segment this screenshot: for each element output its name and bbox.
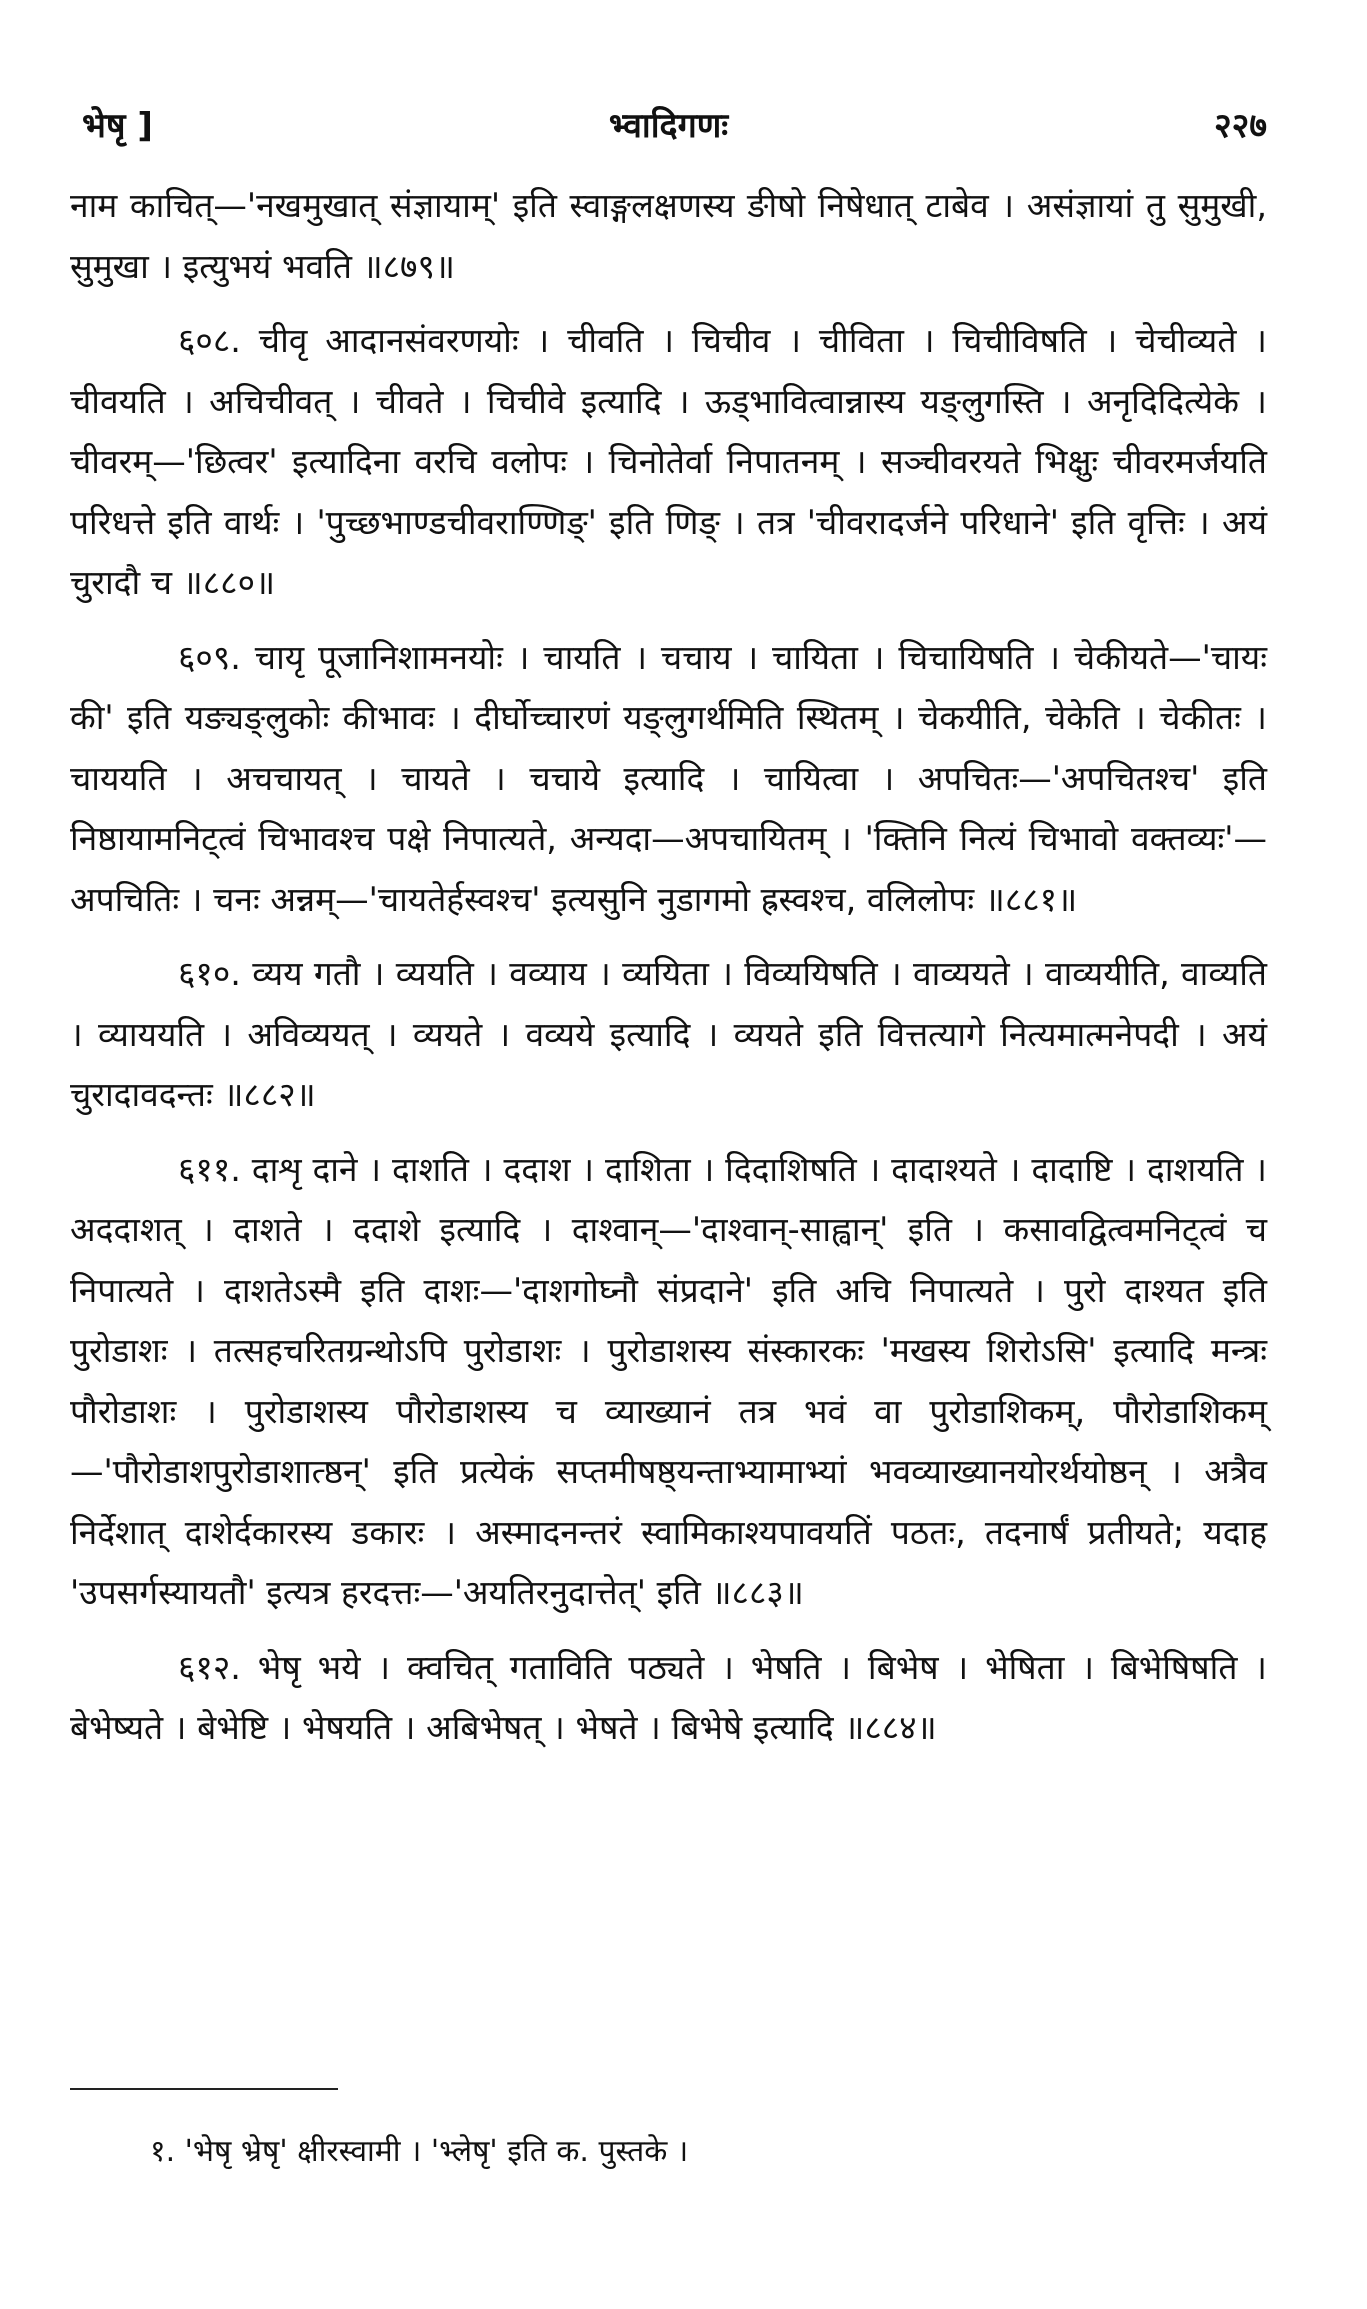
paragraph-612-bheshri: ६१२. भेषृ भये । क्वचित् गताविति पठ्यते । भेषति । बिभेष । भेषिता । बिभेषिषति । बेभेष्यते । बेभेष्टि । भेषयति । अबिभेषत् । भेषते । बिभेषे इत्यादि ॥८८४॥	[70, 1647, 1267, 1747]
running-head	[70, 96, 1267, 156]
paragraph-608-chivri: ६०८. चीवृ आदानसंवरणयोः । चीवति । चिचीव । चीविता । चिचीविषति । चेचीव्यते । चीवयति । अचिचीवत् । चीवते । चिचीवे इत्यादि । ऊड्भावित्वान्नास्य यङ्लुगस्ति । अनृदिदित्येके । चीवरम्—'छित्वर' इत्यादिना वरचि वलोपः । चिनोतेर्वा निपातनम् । सञ्चीवरयते भिक्षुः चीवरमर्जयति परिधत्ते इति वार्थः । 'पुच्छभाण्डचीवराण्णिङ्' इति णिङ् । तत्र 'चीवरादर्जने परिधाने' इति वृत्तिः । अयं चुरादौ च ॥८८०॥	[70, 321, 1267, 602]
paragraph-879-continuation: नाम काचित्—'नखमुखात् संज्ञायाम्' इति स्वाङ्गलक्षणस्य ङीषो निषेधात् टाबेव । असंज्ञायां तु सुमुखी, सुमुखा । इत्युभयं भवति ॥८७९॥	[70, 186, 1267, 286]
root-range-label: भेषृ ]	[82, 106, 153, 146]
paragraph-609-chayri: ६०९. चायृ पूजानिशामनयोः । चायति । चचाय । चायिता । चिचायिषति । चेकीयते—'चायः की' इति यङ्यङ्लुकोः कीभावः । दीर्घोच्चारणं यङ्लुगर्थमिति स्थितम् । चेकयीति, चेकेति । चेकीतः । चाययति । अचचायत् । चायते । चचाये इत्यादि । चायित्वा । अपचितः—'अपचितश्च' इति निष्ठायामनिट्त्वं चिभावश्च पक्षे निपात्यते, अन्यदा—अपचायितम् । 'क्तिनि नित्यं चिभावो वक्तव्यः'—अपचितिः । चनः अन्नम्—'चायतेर्हस्वश्च' इत्यसुनि नुडागमो ह्रस्वश्च, वलिलोपः ॥८८१॥	[70, 637, 1267, 919]
footnote-divider	[70, 2088, 338, 2090]
paragraph-611-dashri: ६११. दाशृ दाने । दाशति । ददाश । दाशिता । दिदाशिषति । दादाश्यते । दादाष्टि । दाशयति । अददाशत् । दाशते । ददाशे इत्यादि । दाश्वान्—'दाश्वान्-साह्वान्' इति । कसावद्वित्वमनिट्त्वं च निपात्यते । दाशतेऽस्मै इति दाशः—'दाशगोघ्नौ संप्रदाने' इति अचि निपात्यते । पुरो दाश्यत इति पुरोडाशः । तत्सहचरितग्रन्थोऽपि पुरोडाशः । पुरोडाशस्य संस्कारकः 'मखस्य शिरोऽसि' इत्यादि मन्त्रः पौरोडाशः । पुरोडाशस्य पौरोडाशस्य च व्याख्यानं तत्र भवं वा पुरोडाशिकम्, पौरोडाशिकम्—'पौरोडाशपुरोडाशात्ष्ठन्' इति प्रत्येकं सप्तमीषष्ठ्यन्ताभ्यामाभ्यां भवव्याख्यानयोरर्थयोष्ठन् । अत्रैव निर्देशात् दाशेर्दकारस्य डकारः । अस्मादनन्तरं स्वामिकाश्यपावयतिं पठतः, तदनार्षं प्रतीयते; यदाह 'उपसर्गस्यायतौ' इत्यत्र हरदत्तः—'अयतिरनुदात्तेत्' इति ॥८८३॥	[70, 1149, 1267, 1612]
page-number: २२७	[1213, 106, 1267, 146]
footnote: १. 'भेषृ भ्रेषृ' क्षीरस्वामी । 'भ्लेषृ' इति क. पुस्तके ।	[150, 2134, 689, 2169]
paragraph-610-vyaya: ६१०. व्यय गतौ । व्ययति । वव्याय । व्ययिता । विव्ययिषति । वाव्ययते । वाव्ययीति, वाव्यति । व्याययति । अविव्ययत् । व्ययते । वव्यये इत्यादि । व्ययते इति वित्तत्यागे नित्यमात्मनेपदी । अयं चुरादावदन्तः ॥८८२॥	[70, 954, 1267, 1114]
main-text	[70, 176, 1267, 1759]
section-title: भ्वादिगणः	[608, 106, 729, 146]
